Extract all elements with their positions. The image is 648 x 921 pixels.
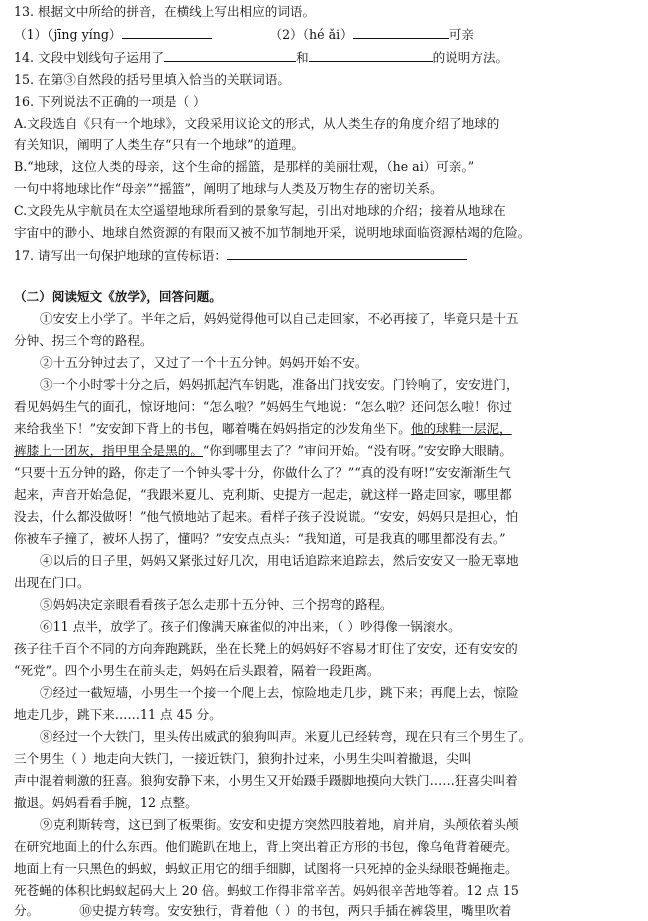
option-c-cont: [14, 223, 530, 243]
section-2-title: （二）阅读短文《放学》，回答问题。: [14, 289, 222, 304]
p3-line8: 你被车子撞了，被坏人拐了，懂吗？”安安点点头：“我知道，可是我真的哪里都没有去。”: [14, 531, 506, 546]
paragraph-5: [14, 595, 393, 615]
p8-line4: 撤退。妈妈看看手腕，12 点整。: [14, 795, 198, 810]
question-14-tail: 的说明方法。: [432, 50, 509, 65]
p3-line2: 看见妈妈生气的面孔，惊讶地问：“怎么啦？”妈妈生气地说：“怎么啦？还问怎么啦！你过: [14, 399, 512, 414]
paragraph-9: [14, 815, 519, 835]
paragraph-3-l7: [14, 507, 518, 527]
question-16: [14, 92, 206, 112]
p8-line1: ⑧经过一个大铁门，里头传出威武的狼狗叫声。米夏儿已经转弯，现在只有三个男生了。: [40, 729, 532, 744]
paragraph-6-l2: [14, 639, 518, 659]
option-b-line2: 一句中将地球比作“母亲”“摇篮”，阐明了地球与人类及万物生存的密切关系。: [14, 181, 443, 196]
paragraph-3-l3: [14, 419, 512, 439]
answer-blank-13-2[interactable]: [353, 24, 449, 39]
paragraph-9-l2: [14, 837, 518, 857]
question-14-and: 和: [295, 50, 309, 65]
p7-line1: ⑦经过一截短墙，小男生一个接一个爬上去，惊险地走几步，跳下来；再爬上去，惊险: [40, 685, 519, 700]
answer-blank-17[interactable]: [227, 245, 467, 260]
option-b: [14, 157, 474, 177]
option-c: [14, 201, 506, 221]
p1-line2: 分钟、拐三个弯的路程。: [14, 333, 153, 348]
paragraph-9-l4: [14, 881, 519, 901]
p5-line1: ⑤妈妈决定亲眼看看孩子怎么走那十五分钟、三个拐弯的路程。: [40, 597, 393, 612]
paragraph-4-cont: [14, 573, 90, 593]
option-c-line2: 宇宙中的渺小、地球自然资源的有限而又被不加节制地开采，说明地球面临资源枯竭的危险。: [14, 225, 531, 240]
answer-blank-13-1[interactable]: [122, 24, 212, 39]
question-13: [14, 2, 315, 22]
p3-line1: ③一个小时零十分之后，妈妈抓起汽车钥匙，准备出门找安安。门铃响了，安安进门，: [40, 377, 519, 392]
paragraph-1-cont: [14, 331, 153, 351]
p3-line5: “只要十五分钟的路，你走了一个钟头零十分，你做什么了？”“真的没有呀!”安安渐渐生气: [14, 465, 511, 480]
question-14: [14, 47, 508, 68]
p1-line1: ①安安上小学了。半年之后，妈妈觉得他可以自己走回家，不必再接了，毕竟只是十五: [40, 311, 519, 326]
paragraph-1: [14, 309, 519, 329]
p9-line5: 分。: [14, 903, 40, 918]
option-a-line1: A.文段选自《只有一个地球》，文段采用议论文的形式，从人类生存的角度介绍了地球的: [14, 116, 500, 131]
p3-line6: 起来，声音开始急促，“我跟米夏儿、克利斯、史提方一起走，就这样一路走回家，哪里都: [14, 487, 512, 502]
question-13-blanks: [14, 24, 474, 45]
paragraph-8-l4: [14, 793, 198, 813]
paragraph-3-l8: [14, 529, 506, 549]
p10-line1: ⑩史提方转弯。安安独行，背着他（ ）的书包，两只手插在裤袋里，嘴里吹着: [79, 903, 512, 918]
p8-line2: 三个男生（ ）地走向大铁门，一接近铁门，狼狗扑过来，小男生尖叫着撤退，尖叫: [14, 751, 472, 766]
question-16-text: 16. 下列说法不正确的一项是（ ）: [14, 94, 206, 109]
question-15-text: 15. 在第③自然段的括号里填入恰当的关联词语。: [14, 72, 290, 87]
underlined-sentence-part1: 他的球鞋一层泥，: [410, 421, 512, 436]
p9-line4: 死苍蝇的体积比蚂蚁起码大上 20 倍。蚂蚁工作得非常辛苦。妈妈很辛苦地等着。12 点 15: [14, 883, 519, 898]
p8-line3: 声中混着刺激的狂喜。狼狗安静下来，小男生又开始蹑手蹑脚地摸向大铁门……狂喜尖叫着: [14, 773, 518, 788]
paragraph-6-l3: [14, 661, 380, 681]
paragraph-3-l5: [14, 463, 511, 483]
option-c-line1: C.文段先从宇航员在太空遥望地球所看到的景象写起，引出对地球的介绍；接着从地球在: [14, 203, 506, 218]
paragraph-8-l3: [14, 771, 518, 791]
p3-line3: 来给我坐下！”安安卸下背上的书包，嘟着嘴在妈妈指定的沙发角坐下。: [14, 421, 411, 436]
paragraph-7-cont: [14, 705, 222, 725]
question-17-text: 17. 请写出一句保护地球的宣传标语：: [14, 248, 227, 263]
paragraph-9-l3: [14, 859, 518, 879]
paragraph-3-l6: [14, 485, 512, 505]
p9-line1: ⑨克利斯转弯，这已到了板栗街。安安和史提方突然四肢着地，肩并肩，头颅依着头颅: [40, 817, 519, 832]
option-b-line1: B.“地球，这位人类的母亲，这个生命的摇篮，是那样的美丽壮观，（he ai）可亲。”: [14, 159, 475, 174]
answer-blank-14-2[interactable]: [309, 47, 433, 62]
paragraph-6: [14, 617, 461, 637]
p7-line2: 地走几步，跳下来……11 点 45 分。: [14, 707, 222, 722]
p9-line3: 地面上有一只黑色的蚂蚁，蚂蚁正用它的细手细脚，试图将一只死掉的金头绿眼苍蝇拖走。: [14, 861, 518, 876]
p4-line1: ④以后的日子里，妈妈又紧张过好几次，用电话追踪来追踪去，然后安安又一脸无辜地: [40, 553, 519, 568]
pinyin-he-ai: （2）（hé ǎi）: [269, 27, 353, 42]
p3-line4: “你到哪里去了？”审问开始。“没有呀。”安安睁大眼睛。: [202, 443, 513, 458]
option-a-line2: 有关知识，阐明了人类生存“只有一个地球”的道理。: [14, 137, 304, 152]
pinyin-jing-ying: （1）（jīng yíng）: [14, 27, 122, 42]
paragraph-2: [14, 353, 367, 373]
option-b-cont: [14, 179, 443, 199]
paragraph-3-l4: [14, 441, 512, 461]
p4-line2: 出现在门口。: [14, 575, 90, 590]
p9-line2: 在研究地面上的什么东西。他们跪趴在地上，背上突出着正方形的书包，像乌龟背着硬壳。: [14, 839, 518, 854]
paragraph-3-l2: [14, 397, 512, 417]
paragraph-3: [14, 375, 519, 395]
answer-blank-14-1[interactable]: [164, 47, 296, 62]
question-14-text: 14. 文段中划线句子运用了: [14, 50, 164, 65]
paragraph-8-l2: [14, 749, 471, 769]
paragraph-7: [14, 683, 519, 703]
p2-line1: ②十五分钟过去了，又过了一个十五分钟。妈妈开始不安。: [40, 355, 368, 370]
question-17: [14, 245, 467, 266]
p3-line7: 没去，什么都没做呀！”他气愤地站了起来。看样子孩子没说谎。“安安，妈妈只是担心，怕: [14, 509, 519, 524]
paragraph-4: [14, 551, 519, 571]
underlined-sentence-part2: 裤膝上一团灰，指甲里全是黑的。: [14, 443, 203, 458]
p6-line3: “死党”。四个小男生在前头走，妈妈在后头跟着，隔着一段距离。: [14, 663, 380, 678]
paragraph-8: [14, 727, 531, 747]
option-a: [14, 114, 499, 134]
section-2-heading: [14, 287, 222, 307]
question-13-text: 13. 根据文中所给的拼音，在横线上写出相应的词语。: [14, 4, 316, 19]
question-15: [14, 70, 290, 90]
p6-line2: 孩子往千百个不同的方向奔跑跳跃，坐在长凳上的妈妈好不容易才盯住了安安，还有安安的: [14, 641, 518, 656]
p6-line1: ⑥11 点半，放学了。孩子们像满天麻雀似的冲出来，（ ）吵得像一锅滚水。: [40, 619, 461, 634]
word-tail: 可亲: [448, 27, 474, 42]
option-a-cont: [14, 135, 304, 155]
paragraph-9-l5: [14, 901, 511, 921]
